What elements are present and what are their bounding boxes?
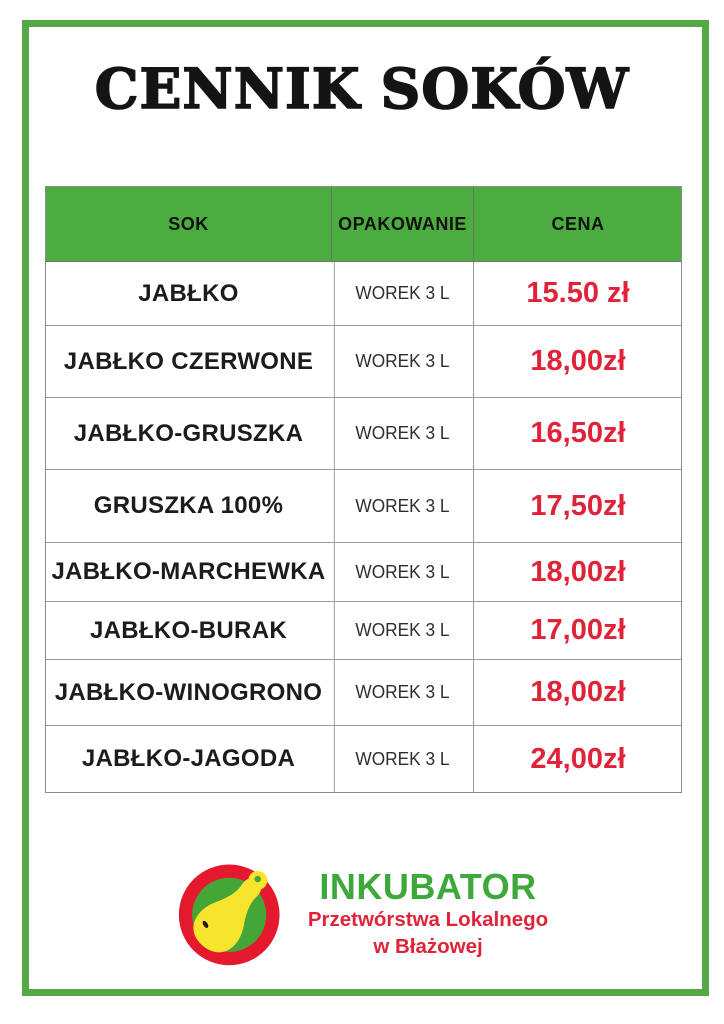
table-body (46, 262, 681, 792)
package-cell: WOREK 3 L (334, 660, 470, 725)
table-row (46, 262, 681, 326)
table-row (46, 602, 681, 660)
table-row (46, 660, 681, 726)
price-table (45, 186, 682, 793)
brand-name: INKUBATOR (319, 865, 537, 907)
table-row (46, 543, 681, 602)
table-row (46, 470, 681, 543)
package-cell: WOREK 3 L (334, 726, 470, 792)
package-cell: WOREK 3 L (334, 326, 470, 397)
product-cell: JABŁKO-WINOGRONO (54, 678, 323, 706)
column-header-sok: SOK (168, 213, 209, 234)
price-cell: 24,00zł (473, 726, 682, 792)
package-cell: WOREK 3 L (334, 543, 470, 601)
table-row (46, 726, 681, 792)
price-cell: 18,00zł (473, 543, 682, 601)
brand-subtitle-line2: w Błażowej (373, 934, 483, 958)
table-row (46, 398, 681, 470)
product-cell: JABŁKO-BURAK (90, 616, 287, 644)
product-cell: JABŁKO (138, 279, 239, 307)
inkubator-pear-logo-icon (176, 856, 290, 970)
package-cell: WOREK 3 L (334, 602, 470, 659)
product-cell: JABŁKO-GRUSZKA (73, 419, 304, 447)
brand-text-block (308, 866, 548, 961)
table-row (46, 326, 681, 398)
price-cell: 15.50 zł (473, 262, 682, 325)
footer-logo-block (0, 856, 724, 970)
price-cell: 17,50zł (473, 470, 682, 542)
column-header-cena: CENA (473, 187, 682, 261)
price-cell: 17,00zł (473, 602, 682, 659)
column-header-opakowanie: OPAKOWANIE (331, 187, 473, 261)
package-cell: WOREK 3 L (334, 470, 470, 542)
product-cell: JABŁKO-JAGODA (81, 745, 296, 772)
product-cell: JABŁKO CZERWONE (63, 347, 314, 375)
product-cell: JABŁKO-MARCHEWKA (51, 558, 326, 585)
product-cell: GRUSZKA 100% (93, 492, 284, 519)
package-cell: WOREK 3 L (334, 398, 470, 469)
price-cell: 18,00zł (473, 660, 682, 725)
price-cell: 18,00zł (473, 326, 682, 397)
page-title: CENNIK SOKÓW (94, 56, 630, 121)
price-cell: 16,50zł (473, 398, 682, 469)
table-header-row (46, 187, 681, 262)
package-cell: WOREK 3 L (334, 262, 470, 325)
brand-subtitle-line1: Przetwórstwa Lokalnego (307, 908, 549, 932)
